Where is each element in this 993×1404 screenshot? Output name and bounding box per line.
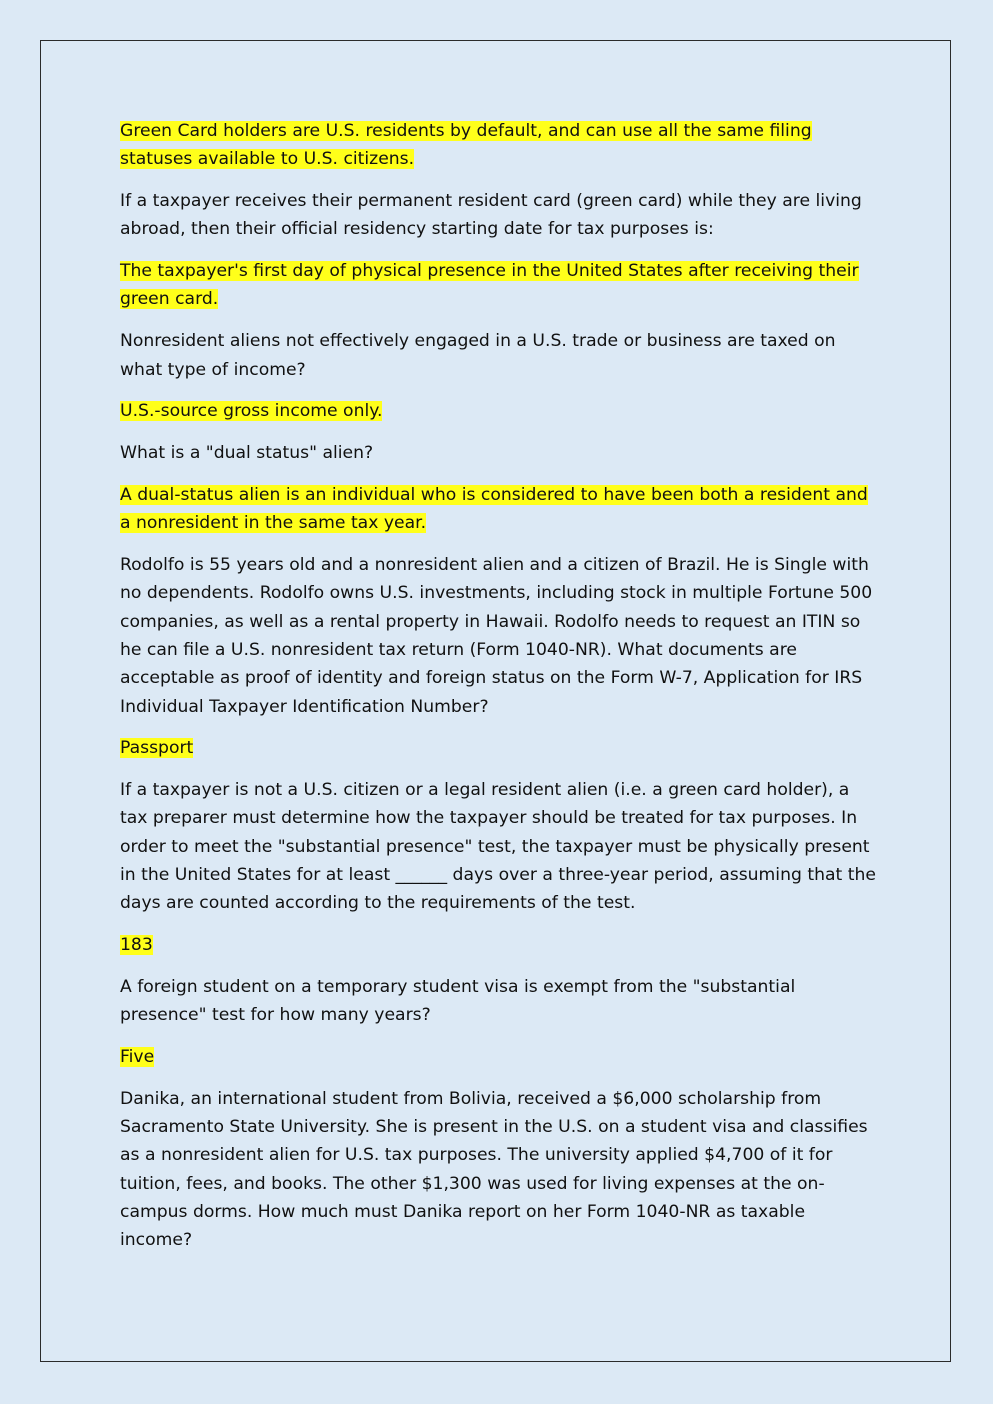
answer-paragraph: 183 (120, 935, 153, 956)
question-paragraph: Nonresident aliens not effectively engaged in a U.S. trade or business are taxed on what type of income? (120, 331, 836, 380)
question-paragraph: If a taxpayer is not a U.S. citizen or a legal resident alien (i.e. a green card holder), a tax preparer must determine how the taxpayer should be treated for tax purposes. In order to meet the "substantial presence" test, the taxpayer must be physically present in the United States for at least ______ days over a three-year period, assuming that the days are counted according to the requirements of the test. (120, 780, 876, 914)
answer-paragraph: U.S.-source gross income only. (120, 401, 383, 422)
question-paragraph: If a taxpayer receives their permanent resident card (green card) while they are living abroad, then their official residency starting date for tax purposes is: (120, 191, 862, 240)
answer-paragraph: Passport (120, 738, 194, 759)
answer-paragraph: Green Card holders are U.S. residents by default, and can use all the same filing statuses available to U.S. citizens. (120, 121, 812, 170)
question-paragraph: What is a "dual status" alien? (120, 443, 374, 464)
answer-paragraph: The taxpayer's first day of physical presence in the United States after receiving their green card. (120, 261, 859, 310)
question-paragraph: A foreign student on a temporary student visa is exempt from the "substantial presence" test for how many years? (120, 976, 796, 1026)
answer-paragraph: A dual-status alien is an individual who is considered to have been both a resident and a nonresident in the same tax year. (120, 484, 868, 534)
answer-paragraph: Five (120, 1047, 155, 1068)
document-body (120, 117, 880, 1268)
question-paragraph: Danika, an international student from Bolivia, received a $6,000 scholarship from Sacramento State University. She is present in the U.S. on a student visa and classifies as a nonresident alien for U.S. tax purposes. The university applied $4,700 of it for tuition, fees, and books. The other $1,300 was used for living expenses at the on-campus dorms. How much must Danika report on her Form 1040-NR as taxable income? (120, 1088, 868, 1251)
question-paragraph: Rodolfo is 55 years old and a nonresident alien and a citizen of Brazil. He is Single with no dependents. Rodolfo owns U.S. investments, including stock in multiple Fortune 500 companies, as well as a rental property in Hawaii. Rodolfo needs to request an ITIN so he can file a U.S. nonresident tax return (Form 1040-NR). What documents are acceptable as proof of identity and foreign status on the Form W-7, Application for IRS Individual Taxpayer Identification Number? (120, 555, 873, 717)
